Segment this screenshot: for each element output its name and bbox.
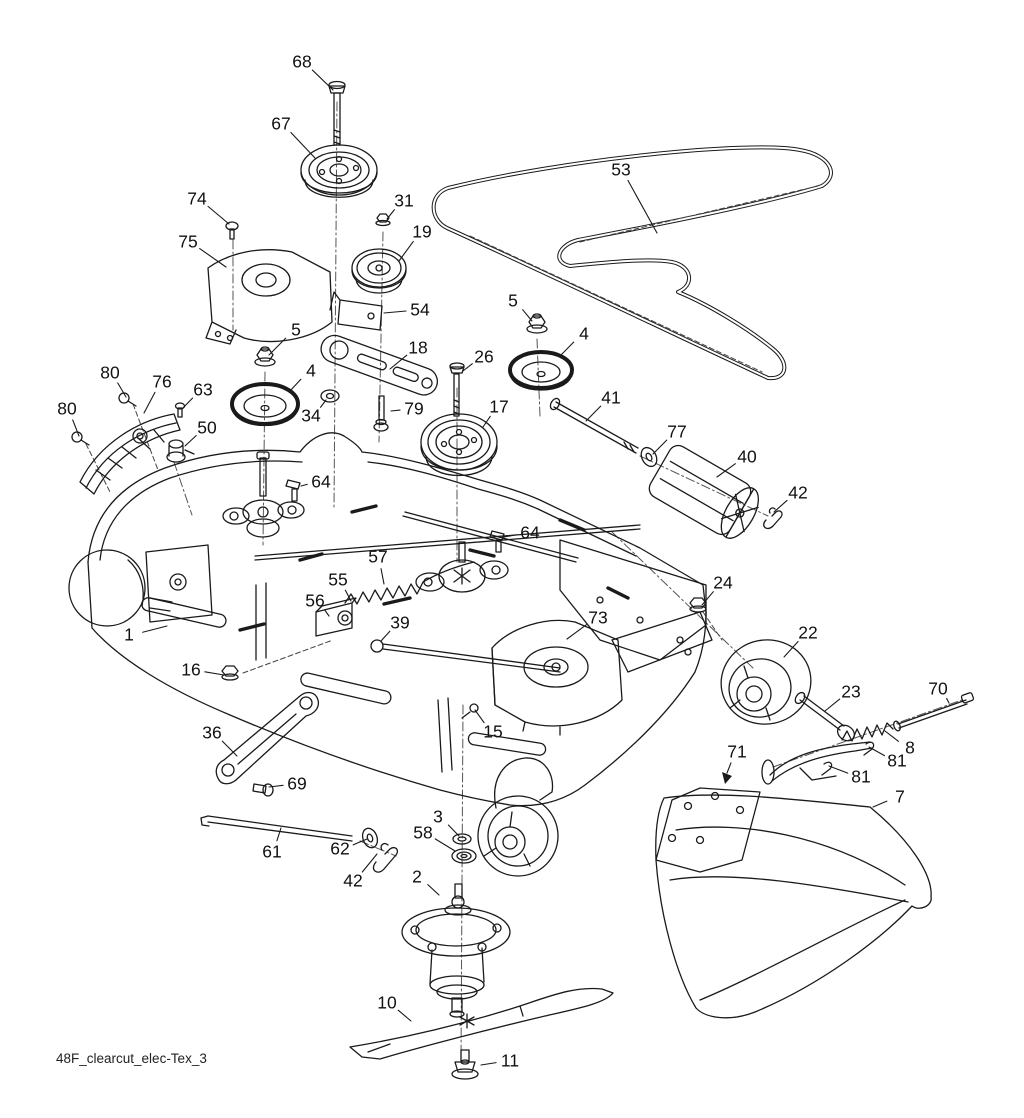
callout-8: 8 bbox=[905, 737, 915, 758]
bolt-63 bbox=[176, 403, 185, 417]
callout-26: 26 bbox=[474, 346, 494, 367]
callout-7: 7 bbox=[895, 786, 905, 807]
roller-shaft-41 bbox=[549, 397, 638, 453]
nut-5-left bbox=[255, 347, 275, 366]
washer-62 bbox=[360, 826, 380, 850]
callout-3: 3 bbox=[433, 806, 443, 827]
v-idler-pulley-19 bbox=[352, 249, 406, 293]
nut-16 bbox=[222, 666, 238, 680]
callout-56: 56 bbox=[305, 590, 325, 611]
callout-16: 16 bbox=[181, 659, 201, 680]
callout-2: 2 bbox=[412, 866, 422, 887]
blade-bolt-11 bbox=[452, 1050, 478, 1079]
link-rod-39 bbox=[371, 640, 560, 672]
callout-5: 5 bbox=[508, 290, 518, 311]
drive-belt-53 bbox=[434, 147, 831, 378]
spindle-assembly-2 bbox=[402, 884, 510, 1017]
callout-67: 67 bbox=[271, 113, 291, 134]
washer-34 bbox=[321, 390, 339, 402]
callout-34: 34 bbox=[301, 405, 321, 426]
callout-39: 39 bbox=[390, 612, 410, 633]
latch-pin-50 bbox=[167, 440, 194, 462]
callout-17: 17 bbox=[489, 396, 509, 417]
callout-40: 40 bbox=[737, 446, 757, 467]
callout-36: 36 bbox=[202, 722, 222, 743]
flat-idler-pulley-67 bbox=[301, 145, 377, 197]
callout-74: 74 bbox=[187, 188, 207, 209]
callout-68: 68 bbox=[292, 51, 312, 72]
callout-15: 15 bbox=[483, 721, 503, 742]
callout-70: 70 bbox=[928, 678, 948, 699]
callout-69: 69 bbox=[287, 773, 307, 794]
callout-53: 53 bbox=[611, 159, 631, 180]
callout-73: 73 bbox=[588, 607, 608, 628]
callout-18: 18 bbox=[408, 337, 428, 358]
callout-4: 4 bbox=[306, 360, 316, 381]
bolt-74 bbox=[226, 222, 238, 239]
callout-57: 57 bbox=[368, 546, 388, 567]
bracket-54 bbox=[330, 292, 382, 330]
callout-79: 79 bbox=[404, 398, 424, 419]
callout-42: 42 bbox=[343, 870, 363, 891]
construction-lines bbox=[86, 102, 962, 1060]
center-spindle-mount bbox=[416, 542, 508, 592]
screw-80-lower bbox=[72, 432, 89, 445]
callout-1: 1 bbox=[124, 624, 134, 645]
callout-61: 61 bbox=[262, 841, 282, 862]
callout-64: 64 bbox=[520, 522, 540, 543]
callout-80: 80 bbox=[57, 398, 77, 419]
callout-24: 24 bbox=[713, 572, 733, 593]
bolt-64-left bbox=[286, 480, 300, 501]
callout-54: 54 bbox=[410, 299, 430, 320]
callout-63: 63 bbox=[193, 379, 213, 400]
bolt-79 bbox=[374, 396, 388, 431]
spindle-cover-73 bbox=[492, 620, 622, 735]
callout-22: 22 bbox=[798, 622, 818, 643]
spring-8 bbox=[842, 723, 893, 741]
bolt-69 bbox=[253, 784, 273, 796]
mandrel-cover-75 bbox=[206, 250, 332, 344]
callout-80: 80 bbox=[100, 362, 120, 383]
clip-71 bbox=[722, 772, 732, 784]
rear-gauge-wheel bbox=[478, 758, 558, 876]
gauge-wheel-22 bbox=[713, 632, 818, 733]
cotter-pin-42-right bbox=[764, 508, 782, 529]
callout-81: 81 bbox=[851, 766, 871, 787]
callout-5: 5 bbox=[291, 319, 301, 340]
callout-62: 62 bbox=[330, 838, 350, 859]
callout-4: 4 bbox=[579, 323, 589, 344]
callout-50: 50 bbox=[197, 417, 217, 438]
callout-64: 64 bbox=[311, 471, 331, 492]
bolt-68 bbox=[329, 82, 345, 146]
callout-19: 19 bbox=[412, 221, 432, 242]
left-gauge-wheel bbox=[69, 545, 212, 626]
nut-31 bbox=[376, 214, 390, 226]
callout-58: 58 bbox=[413, 822, 433, 843]
bearing-58 bbox=[452, 849, 476, 863]
drawing-code-label: 48F_clearcut_elec-Tex_3 bbox=[56, 1051, 207, 1066]
callout-76: 76 bbox=[152, 371, 172, 392]
support-arm-36 bbox=[216, 693, 318, 784]
nut-5-right bbox=[527, 314, 547, 333]
callout-31: 31 bbox=[394, 190, 414, 211]
callout-75: 75 bbox=[178, 231, 198, 252]
deflector-baffle-76 bbox=[80, 414, 180, 494]
screw-80-upper bbox=[119, 393, 136, 406]
callout-71: 71 bbox=[727, 741, 747, 762]
callout-11: 11 bbox=[500, 1050, 520, 1071]
callout-42: 42 bbox=[788, 482, 808, 503]
discharge-chute-7 bbox=[656, 788, 931, 1018]
callout-10: 10 bbox=[377, 992, 397, 1013]
nut-24 bbox=[690, 598, 706, 612]
callout-41: 41 bbox=[601, 387, 621, 408]
washer-77 bbox=[638, 445, 660, 469]
callout-55: 55 bbox=[328, 569, 348, 590]
callout-leader-lines bbox=[73, 70, 949, 1065]
callout-77: 77 bbox=[667, 421, 687, 442]
callout-23: 23 bbox=[841, 681, 861, 702]
pulley-4-right bbox=[510, 352, 572, 390]
callout-81: 81 bbox=[887, 750, 907, 771]
lift-rod-61 bbox=[201, 816, 352, 841]
